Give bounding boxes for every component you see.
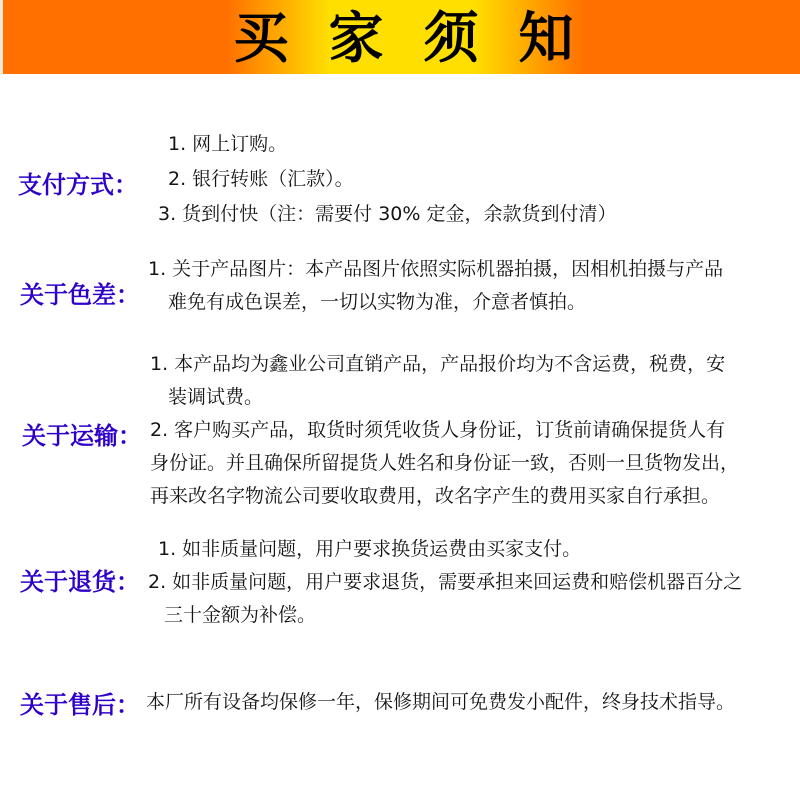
banner	[0, 0, 800, 74]
notice-line: 3. 货到付快（注：需要付 30% 定金，余款货到付清）	[158, 203, 617, 225]
notice-line: 1. 如非质量问题，用户要求换货运费由买家支付。	[158, 538, 582, 560]
section-body-color	[148, 253, 723, 319]
section-label-color: 关于色差：	[20, 281, 140, 309]
section-label-returns: 关于退货：	[20, 568, 140, 596]
notice-line: 再来改名字物流公司要收取费用，改名字产生的费用买家自行承担。	[150, 485, 721, 507]
page-title: 买家须知	[233, 6, 614, 70]
notice-line: 2. 客户购买产品，取货时须凭收货人身份证，订货前请确保提货人有	[150, 419, 726, 441]
notice-line: 1. 网上订购。	[168, 133, 288, 155]
notice-line: 三十金额为补偿。	[164, 604, 317, 626]
section-body-shipping	[150, 348, 739, 513]
section-label-payment: 支付方式：	[18, 171, 138, 199]
section-body-returns	[148, 533, 742, 632]
section-body-payment	[158, 127, 616, 232]
notice-line: 1. 本产品均为鑫业公司直销产品，产品报价均为不含运费，税费，安	[150, 353, 726, 375]
notice-line: 装调试费。	[168, 386, 264, 408]
section-label-shipping: 关于运输：	[22, 422, 142, 450]
section-label-after: 关于售后：	[20, 691, 140, 719]
notice-line: 难免有成色误差，一切以实物为准，介意者慎拍。	[168, 291, 587, 313]
notice-line: 1. 关于产品图片：本产品图片依照实际机器拍摄，因相机拍摄与产品	[148, 258, 724, 280]
notice-line: 2. 如非质量问题，用户要求退货，需要承担来回运费和赔偿机器百分之	[148, 571, 743, 593]
notice-line: 本厂所有设备均保修一年，保修期间可免费发小配件，终身技术指导。	[146, 691, 736, 713]
section-body-after	[146, 689, 735, 715]
notice-line: 身份证。并且确保所留提货人姓名和身份证一致，否则一旦货物发出，	[150, 452, 740, 474]
notice-line: 2. 银行转账（汇款）。	[168, 168, 354, 190]
